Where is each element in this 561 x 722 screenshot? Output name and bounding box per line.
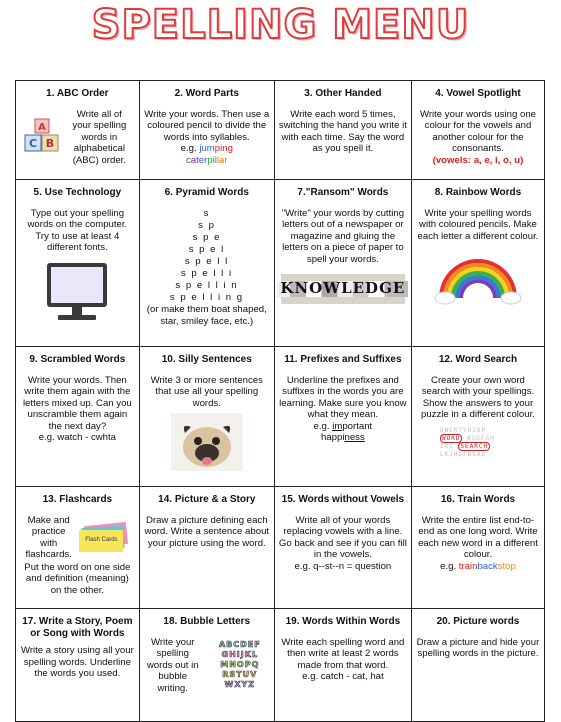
menu-cell-word-parts <box>139 81 274 180</box>
cell-text: Type out your spelling words on the computer. Try to use at least 4 different fonts. <box>27 207 128 253</box>
cell-text: Write your spelling words out in bubble writing. <box>146 636 199 694</box>
pyramid-line: s p <box>198 220 216 231</box>
menu-cell-flashcards <box>16 487 140 609</box>
cell-text: Write your spelling words with coloured pencils. Make each letter a different colour. <box>417 207 539 242</box>
table-row <box>16 487 545 609</box>
cell-text: Create your own word search with your spellings. Show the answers to your puzzle in a different colour. <box>420 374 535 420</box>
menu-cell-other-handed <box>274 81 411 180</box>
vowels-note: (vowels: a, e, i, o, u) <box>432 154 524 166</box>
cell-text: Underline the prefixes and suffixes in the words you are learning. Make sure you know what they mean. <box>279 374 407 420</box>
table-row <box>16 347 545 487</box>
cell-text: Write all of your spelling words in alphabetical (ABC) order. <box>72 108 127 166</box>
cell-text: Write each spelling word and then write at least 2 words made from that word. <box>281 636 405 671</box>
cell-title: 11. Prefixes and Suffixes <box>284 354 402 365</box>
menu-cell-abc-order <box>16 81 140 180</box>
cell-example: e.g. trainbackstop <box>440 560 516 572</box>
cell-text: Write your words using one colour for the vowels and another colour for the consonants. <box>419 108 537 154</box>
pyramid-line: s p e l l <box>184 256 229 267</box>
cell-example: e.g. watch - cwhta <box>38 432 117 443</box>
cell-example-2: happiness <box>321 432 365 443</box>
pyramid-line: s p e l l i n <box>175 280 239 291</box>
cell-example: e.g. catch - cat, hat <box>302 671 384 682</box>
cell-title: 19. Words Within Words <box>285 616 401 627</box>
cell-title: 4. Vowel Spotlight <box>435 88 521 99</box>
cell-text: Write each word 5 times, switching the hand you write it with each time. Say the word as you spell it. <box>278 108 407 154</box>
menu-cell-picture-story <box>139 487 274 609</box>
spelling-menu-grid <box>15 80 545 722</box>
rainbow-icon <box>433 256 523 306</box>
cell-title: 16. Train Words <box>440 494 516 505</box>
pyramid-line: s p e l l i <box>180 268 233 279</box>
menu-cell-use-technology <box>16 180 140 347</box>
cell-text: Write a story using all your spelling words. Underline the words you used. <box>20 645 134 679</box>
menu-cell-scrambled-words <box>16 347 140 487</box>
menu-cell-ransom-words <box>274 180 411 347</box>
flashcards-icon: Flash Cards <box>79 524 128 552</box>
pyramid-line: s p e l l i n g <box>169 292 244 303</box>
cell-title: 5. Use Technology <box>33 187 122 198</box>
cell-text-2: Put the word on one side and definition (meaning) on the other. <box>24 561 131 596</box>
menu-cell-pyramid-words <box>139 180 274 347</box>
menu-cell-rainbow-words <box>411 180 544 347</box>
cell-title: 20. Picture words <box>436 616 520 627</box>
cell-title: 18. Bubble Letters <box>163 616 251 627</box>
pug-dog-icon <box>171 413 243 471</box>
table-row <box>16 180 545 347</box>
cell-title: 17. Write a Story, Poem or Song with Words <box>22 616 133 639</box>
bubble-letters-icon: ABCDEF GHIJKL MNOPQ RSTUV WXYZ <box>218 640 261 690</box>
menu-cell-prefixes-suffixes <box>274 347 411 487</box>
abc-blocks-icon <box>23 117 61 157</box>
cell-example: e.g. important <box>313 420 373 432</box>
computer-monitor-icon <box>44 260 110 326</box>
cell-text: Write the entire list end-to-end as one long word. Write each new word in a different colour. <box>418 514 538 560</box>
cell-title: 1. ABC Order <box>46 88 109 99</box>
cell-title: 15. Words without Vowels <box>281 494 405 505</box>
cell-example: e.g. jumping <box>180 143 233 154</box>
cell-title: 3. Other Handed <box>304 88 382 99</box>
table-row <box>16 81 545 180</box>
word-search-icon: QWERTYUIOP WORD ASDFGH ZXC SEARCH LKJHGFDSAQ <box>439 426 495 458</box>
menu-cell-vowel-spotlight <box>411 81 544 180</box>
cell-text: Draw a picture defining each word. Write a sentence about your picture using the word. <box>144 514 270 549</box>
pyramid-line: s <box>203 208 210 219</box>
cell-example-2: caterpillar <box>185 154 228 166</box>
cell-title: 14. Picture & a Story <box>158 494 256 505</box>
menu-cell-silly-sentences <box>139 347 274 487</box>
pyramid-line: s p e l <box>188 244 225 255</box>
cell-title: 13. Flashcards <box>42 494 113 505</box>
cell-title: 7."Ransom" Words <box>297 187 389 198</box>
pyramid-note: (or make them boat shaped, star, smiley face, etc.) <box>146 304 267 327</box>
cell-text: Write your words. Then use a coloured pencil to divide the words into syllables. <box>144 108 270 143</box>
svg-text:C: C <box>29 137 38 151</box>
page-title <box>0 2 561 54</box>
cell-title: 2. Word Parts <box>174 88 239 99</box>
menu-cell-word-search <box>411 347 544 487</box>
cell-title: 9. Scrambled Words <box>29 354 126 365</box>
cell-title: 10. Silly Sentences <box>161 354 252 365</box>
page-title-text: SPELLING MENU <box>91 2 470 48</box>
cell-title: 12. Word Search <box>438 354 518 365</box>
svg-text:B: B <box>46 137 55 151</box>
ransom-letters-image: KNOWLEDGE <box>281 274 405 304</box>
cell-title: 6. Pyramid Words <box>164 187 249 198</box>
cell-text: Make and practice with flashcards. <box>25 514 72 560</box>
menu-cell-train-words <box>411 487 544 609</box>
menu-cell-words-without-vowels <box>274 487 411 609</box>
cell-title: 8. Rainbow Words <box>434 187 522 198</box>
cell-text: Draw a picture and hide your spelling words in the picture. <box>416 636 540 659</box>
cell-text: Write 3 or more sentences that use all your spelling words. <box>150 374 263 409</box>
svg-text:A: A <box>38 122 47 134</box>
cell-text: Write your words. Then write them again with the letters mixed up. Can you unscramble them again the next day? <box>22 374 132 432</box>
cell-text: Write all of your words replacing vowels with a line. Go back and see if you can fill in the vowels. <box>278 514 407 560</box>
pyramid-line: s p e <box>192 232 221 243</box>
cell-example: e.g. q--st--n = question <box>294 560 392 572</box>
cell-text: "Write" your words by cutting letters out of a newspaper or magazine and gluing the letters on a piece of paper to spell your words. <box>281 207 405 265</box>
